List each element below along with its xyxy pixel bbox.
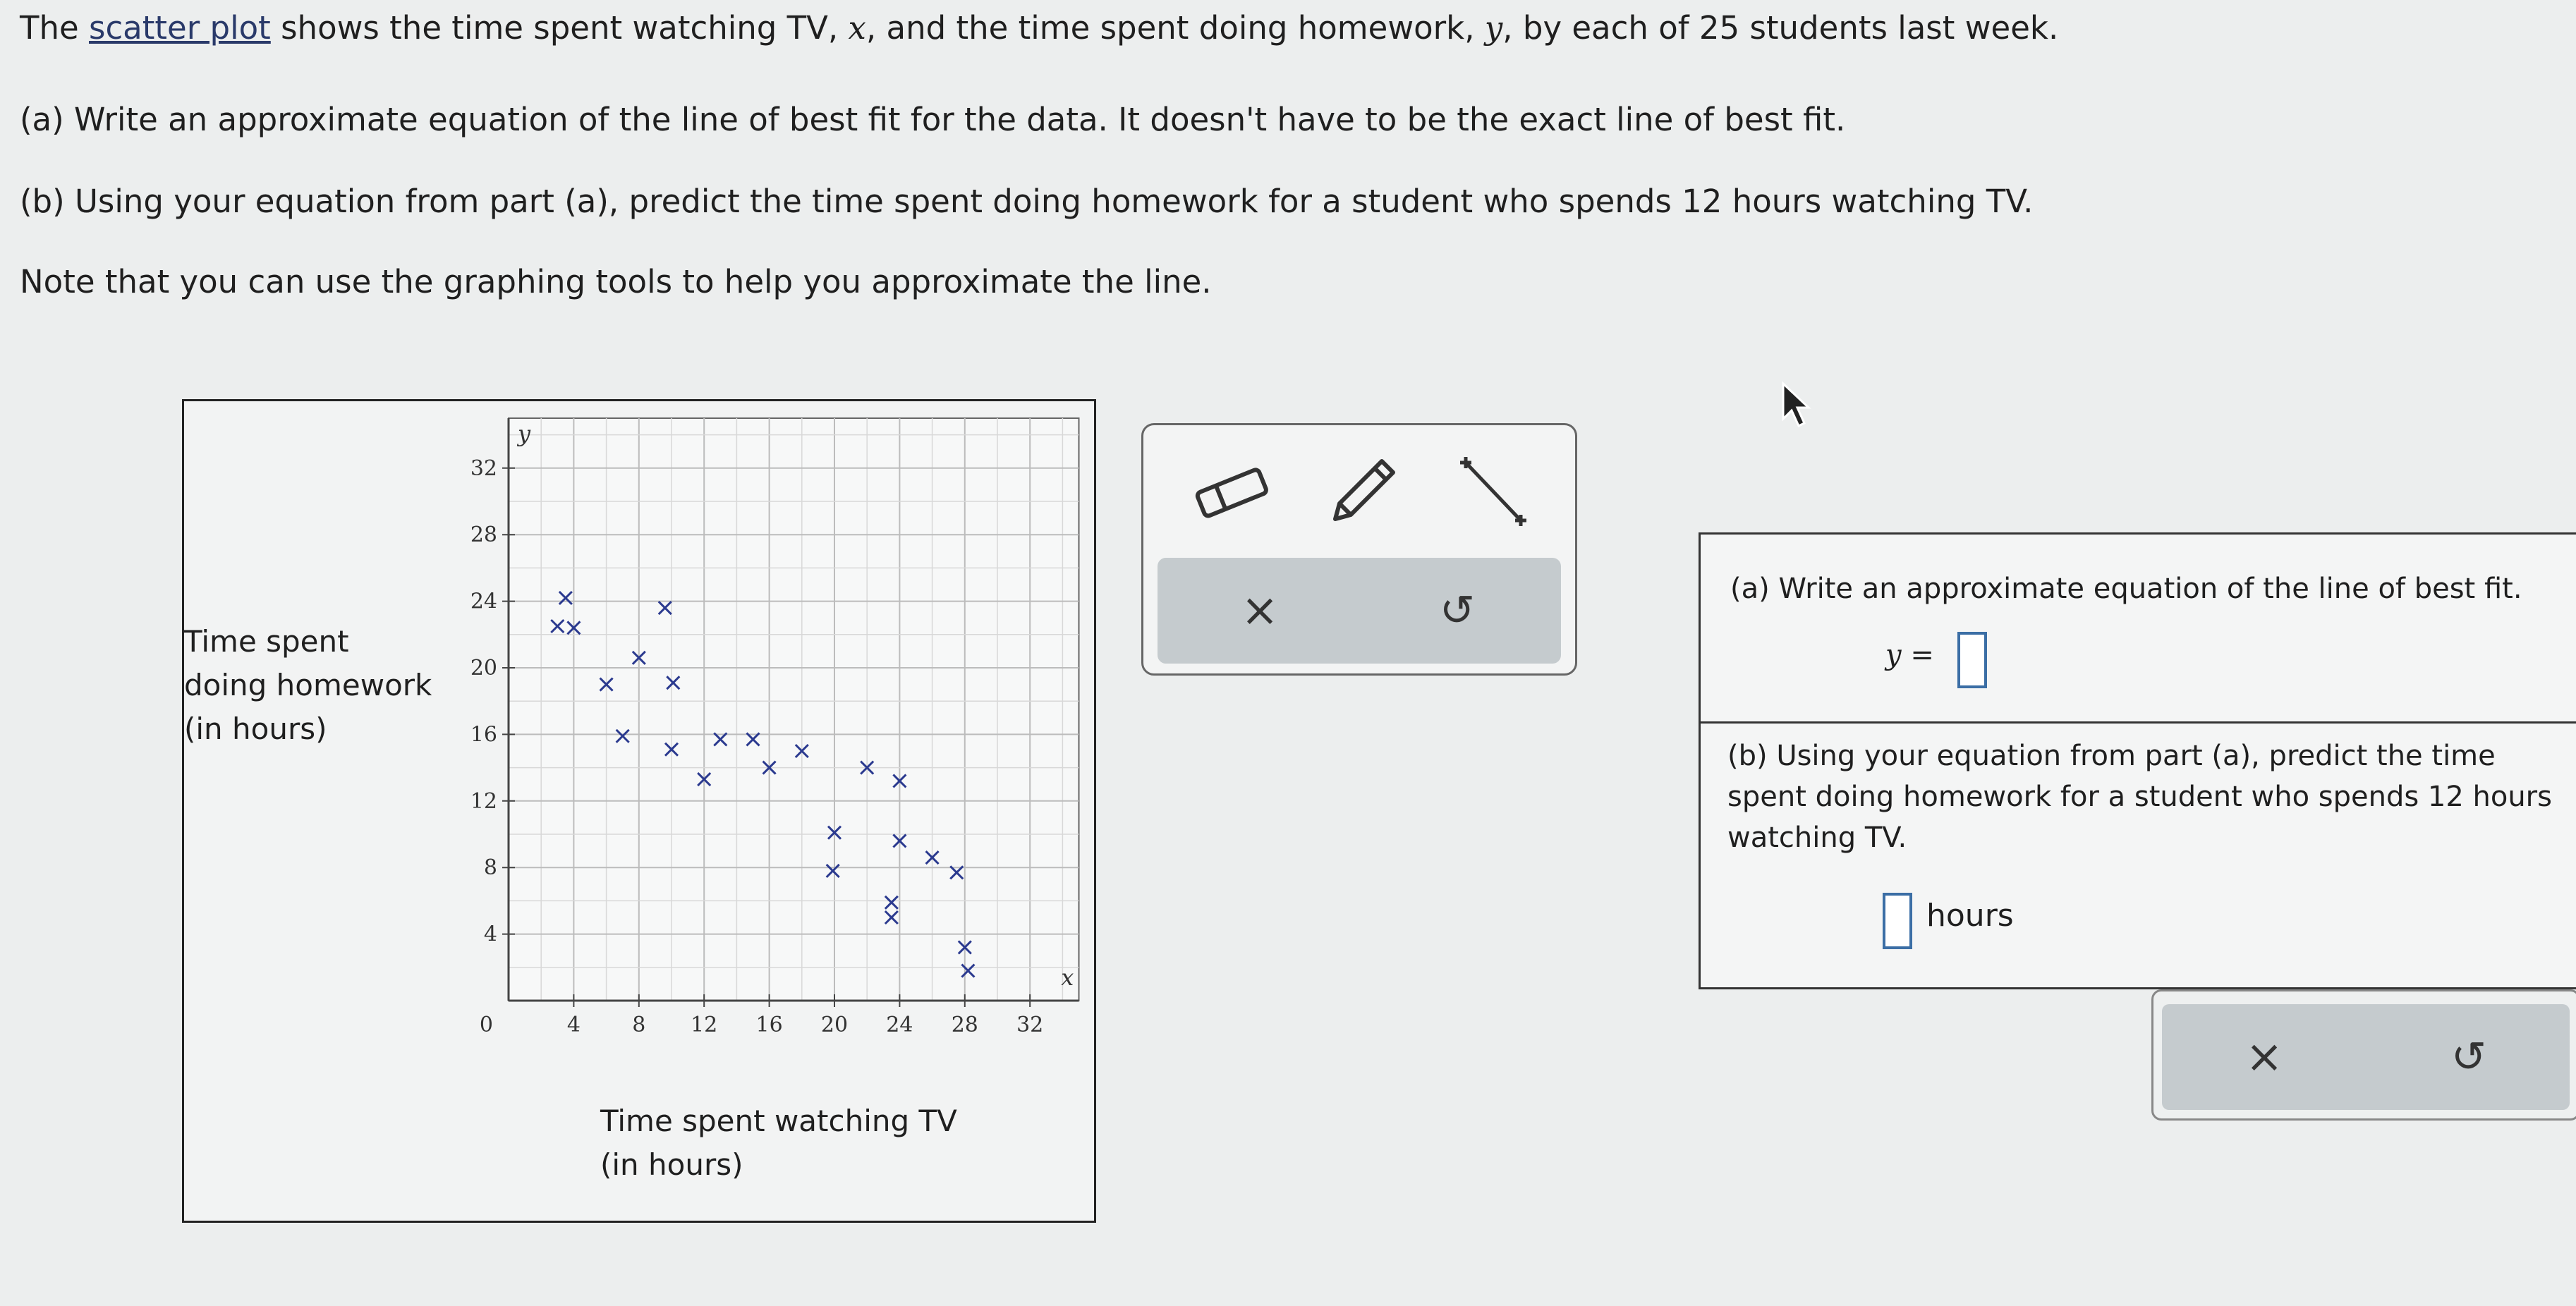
mouse-cursor-icon: [1780, 381, 1816, 430]
tools-action-bar: [1158, 558, 1561, 664]
answer-action-bar: [2151, 989, 2576, 1121]
y-tick-label: 8: [483, 855, 497, 881]
line-tool-icon: [1450, 450, 1535, 535]
origin-label: 0: [479, 1013, 493, 1037]
answer-part-a: [1701, 535, 2576, 724]
eraser-tool[interactable]: [1186, 453, 1277, 531]
x-tick-label: 28: [951, 1013, 978, 1037]
y-tick-label: 28: [470, 523, 497, 548]
x-axis-variable: x: [1061, 964, 1074, 991]
undo-answer-button[interactable]: [2437, 1025, 2501, 1089]
y-axis-title: Time spent doing homework (in hours): [184, 624, 432, 746]
x-tick-label: 4: [566, 1013, 581, 1037]
x-tick-label: 32: [1016, 1013, 1044, 1037]
pencil-tool[interactable]: [1316, 446, 1408, 538]
plot-area: [509, 418, 1079, 1001]
pencil-icon: [1320, 450, 1404, 535]
y-tick-label: 12: [470, 788, 497, 814]
scatter-plot-panel[interactable]: [182, 399, 1096, 1223]
undo-icon: ↺: [1439, 586, 1476, 635]
y-axis-variable: y: [517, 420, 531, 448]
instruction-line-2: (a) Write an approximate equation of the line of best fit for the data. It doesn't have to be the exact line of best fit.: [20, 101, 1846, 138]
instruction-line-4: Note that you can use the graphing tools to help you approximate the line.: [20, 263, 1212, 300]
part-b-label: (b) Using your equation from part (a), predict the time spent doing homework for a student who spends 12 hours watching TV.: [1727, 740, 2552, 854]
y-tick-label: 24: [470, 589, 497, 614]
y-tick-label: 4: [483, 922, 497, 947]
x-tick-label: 8: [632, 1013, 646, 1037]
part-a-label: (a) Write an approximate equation of the line of best fit.: [1730, 573, 2522, 605]
y-tick-label: 16: [470, 722, 497, 747]
y-tick-label: 20: [470, 656, 497, 681]
close-icon: ×: [1241, 585, 1279, 637]
equation-prefix: y =: [1885, 639, 1934, 671]
close-icon: ×: [2245, 1031, 2283, 1083]
hours-unit: hours: [1926, 898, 2014, 934]
clear-answer-button[interactable]: [2232, 1025, 2296, 1089]
scatter-plot[interactable]: [184, 401, 1094, 1221]
clear-graph-button[interactable]: [1228, 579, 1292, 642]
line-tool[interactable]: [1447, 446, 1538, 538]
instruction-line-3: (b) Using your equation from part (a), predict the time spent doing homework for a student who spends 12 hours watching TV.: [20, 183, 2034, 220]
x-tick-label: 24: [886, 1013, 913, 1037]
y-tick-label: 32: [470, 456, 497, 481]
answer-panel: [1699, 532, 2576, 989]
x-tick-label: 20: [820, 1013, 849, 1037]
graphing-tools-panel: [1141, 423, 1577, 676]
instruction-line-1: The scatter plot shows the time spent watching TV, x, and the time spent doing homework, y, by each of 25 students last week.: [20, 9, 2059, 47]
x-axis-title: Time spent watching TV (in hours): [600, 1104, 957, 1182]
eraser-icon: [1193, 460, 1270, 524]
hours-input[interactable]: [1883, 893, 1912, 949]
x-tick-label: 12: [691, 1013, 718, 1037]
scatter-plot-link[interactable]: scatter plot: [89, 9, 271, 47]
undo-icon: ↺: [2450, 1032, 2487, 1082]
equation-input[interactable]: [1957, 632, 1987, 688]
plot-grid: [509, 418, 1079, 1001]
undo-graph-button[interactable]: [1426, 579, 1489, 642]
x-tick-label: 16: [755, 1013, 783, 1037]
